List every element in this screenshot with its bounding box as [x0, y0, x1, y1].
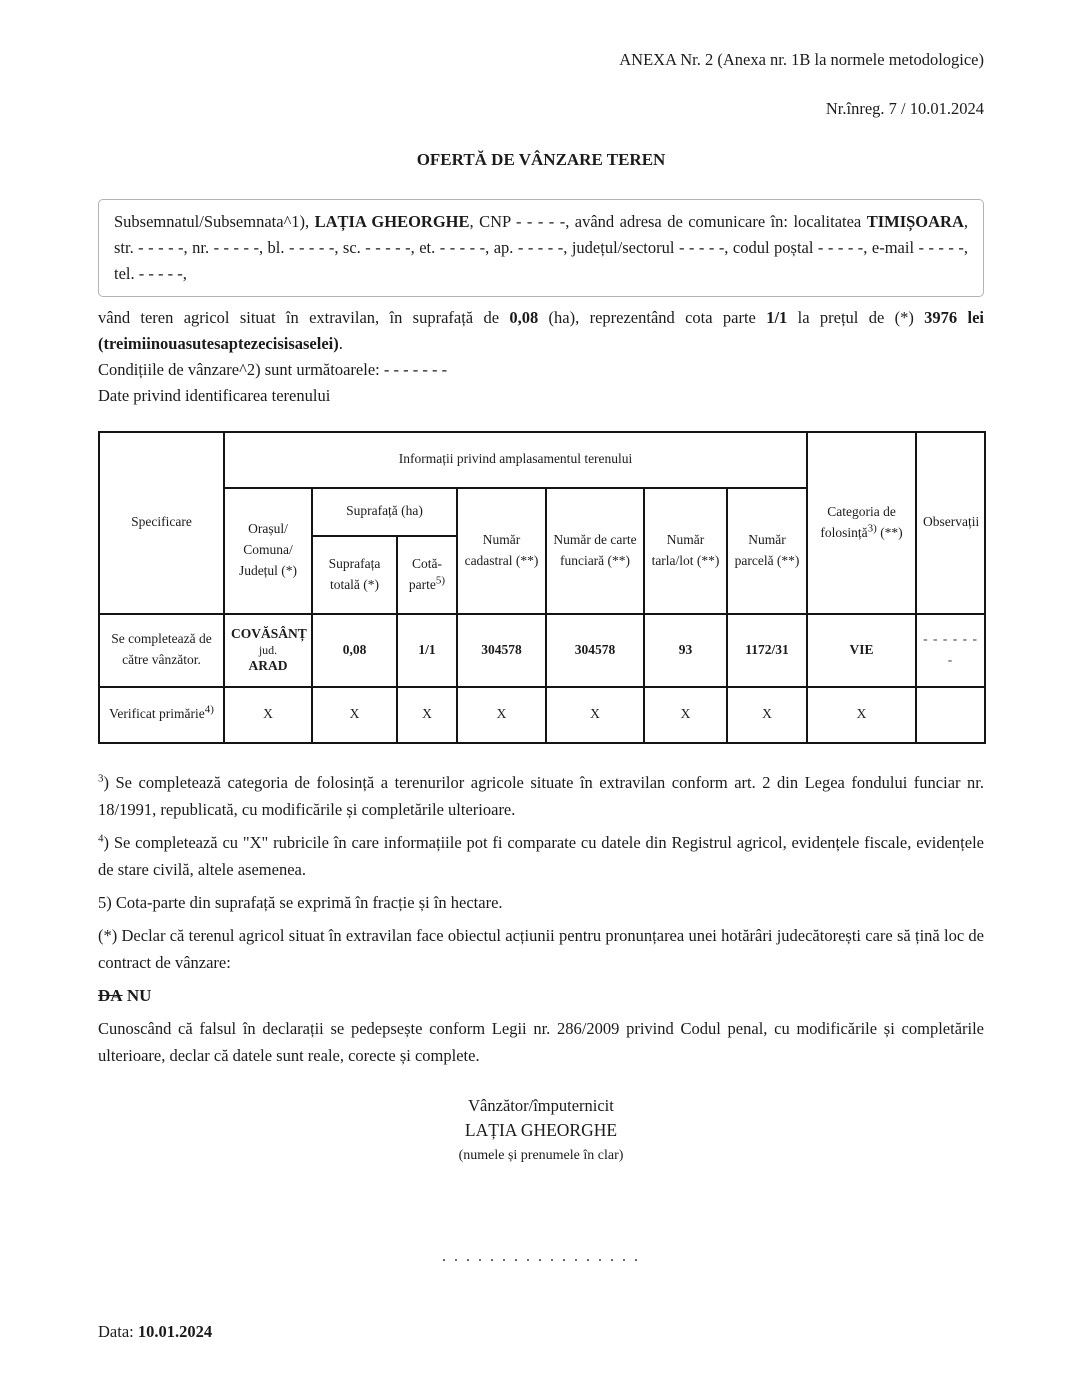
header-orasul-comuna-judetul: Orașul/ Comuna/ Județul (*) [224, 488, 312, 614]
final-declaration: Cunoscând că falsul în declarații se pedepsește conform Legii nr. 286/2009 privind Codul penal, cu modificările și completările ulterioare, declar că datele sunt reale, corecte și complete. [98, 1018, 984, 1065]
locality-name: COVĂSÂNȚ [231, 625, 307, 641]
table-row-verified [99, 687, 985, 743]
check-mark-categoria: X [807, 687, 916, 743]
header-categoria-folosinta: Categoria de folosință$^{3)}$ (**) [807, 432, 916, 614]
header-numar-cadastral: Număr cadastral (**) [457, 488, 546, 614]
cell-suprafata-totala: 0,08 [312, 614, 397, 687]
cell-numar-carte-funciara: 304578 [546, 614, 644, 687]
da-nu-choice: DA NU [98, 985, 152, 1005]
header-info-amplasament: Informații privind amplasamentul terenului [224, 432, 807, 488]
seller-identity-box: Subsemnatul/Subsemnata^1), LAȚIA GHEORGHE, CNP - - - - -, având adresa de comunicare în: localitatea TIMIȘOARA, str. - - - - -, nr. - - - - -, bl. - - - - -, sc. - - - - -, et. - - - - -, ap. - - - - -, județul/sectorul - - - - -, codul poștal - - - - -, e-mail - - - - -, tel. - - - - -, [98, 199, 984, 297]
footnote-5: 5) Cota-parte din suprafață se exprimă în fracție și în hectare. [98, 892, 503, 912]
cell-categoria-folosinta: VIE [807, 614, 916, 687]
signature-note: (numele și prenumele în clar) [458, 1147, 624, 1163]
cell-numar-parcela: 1172/31 [727, 614, 807, 687]
county-name: ARAD [248, 657, 288, 673]
land-identification-table [98, 431, 986, 744]
seller-row-label: Se completează de către vânzător. [99, 614, 224, 687]
land-identification-heading: Date privind identificarea terenului [98, 385, 331, 405]
check-mark-cadastral: X [457, 687, 546, 743]
check-mark-suprafata: X [312, 687, 397, 743]
header-numar-carte-funciara: Număr de carte funciară (**) [546, 488, 644, 614]
signature-name: LAȚIA GHEORGHE [464, 1119, 618, 1140]
page-title: OFERTĂ DE VÂNZARE TEREN [416, 149, 666, 169]
check-mark-observatii-empty [916, 687, 985, 743]
registration-number: Nr.înreg. 7 / 10.01.2024 [825, 98, 984, 118]
date-value: 10.01.2024 [137, 1321, 213, 1341]
footnote-3: $^3$) Se completează categoria de folosință a terenurilor agricole situate în extravilan conform art. 2 din Legea fondului funciar nr. 18/1991, republicată, cu modificările și completările ulterioare. [98, 772, 984, 819]
check-mark-parcela: X [727, 687, 807, 743]
footnote-4: $^4$) Se completează cu "X" rubricile în care informațiile pot fi comparate cu datele din Registrul agricol, evidențele fiscale, evidențele de stare civilă, altele asemenea. [98, 832, 984, 879]
header-specificare: Specificare [99, 432, 224, 614]
anexa-header: ANEXA Nr. 2 (Anexa nr. 1B la normele metodologice) [619, 50, 984, 69]
header-suprafata-ha: Suprafață (ha) [312, 488, 457, 536]
cell-numar-cadastral: 304578 [457, 614, 546, 687]
header-suprafata-totala: Suprafața totală (*) [312, 536, 397, 614]
check-mark-cota: X [397, 687, 457, 743]
check-mark-carte: X [546, 687, 644, 743]
sale-conditions-line: Condițiile de vânzare^2) sunt următoarele: - - - - - - - [98, 359, 448, 379]
cell-cota-parte: 1/1 [397, 614, 457, 687]
header-numar-tarla-lot: Număr tarla/lot (**) [644, 488, 727, 614]
header-cota-parte: Cotă-parte$^{5)}$ [397, 536, 457, 614]
check-mark-locality: X [224, 687, 312, 743]
date-label: Data: [98, 1321, 138, 1341]
cell-observatii: - - - - - - - [916, 614, 985, 687]
cell-locality [224, 614, 312, 687]
signature-block [98, 1093, 984, 1168]
footnote-star-declaration: (*) Declar că terenul agricol situat în extravilan face obiectul acțiunii pentru pronunțarea unei hotărâri judecătorești care să țină loc de contract de vânzare: [98, 925, 984, 972]
check-mark-tarla: X [644, 687, 727, 743]
document-date-line [98, 1322, 984, 1342]
header-observatii: Observații [916, 432, 985, 614]
county-prefix: jud. [258, 642, 278, 657]
signature-role: Vânzător/împuternicit [468, 1095, 614, 1115]
cell-numar-tarla: 93 [644, 614, 727, 687]
sale-terms-paragraph: vând teren agricol situat în extravilan, în suprafață de 0,08 (ha), reprezentând cota parte 1/1 la prețul de (*) 3976 lei (treimiinouasutesaptezecisisaselei). [98, 307, 984, 353]
signature-dotted-line: . . . . . . . . . . . . . . . . . [442, 1247, 640, 1265]
table-row-seller [99, 614, 985, 687]
header-numar-parcela: Număr parcelă (**) [727, 488, 807, 614]
verified-row-label: Verificat primărie$^{4)}$ [99, 687, 224, 743]
